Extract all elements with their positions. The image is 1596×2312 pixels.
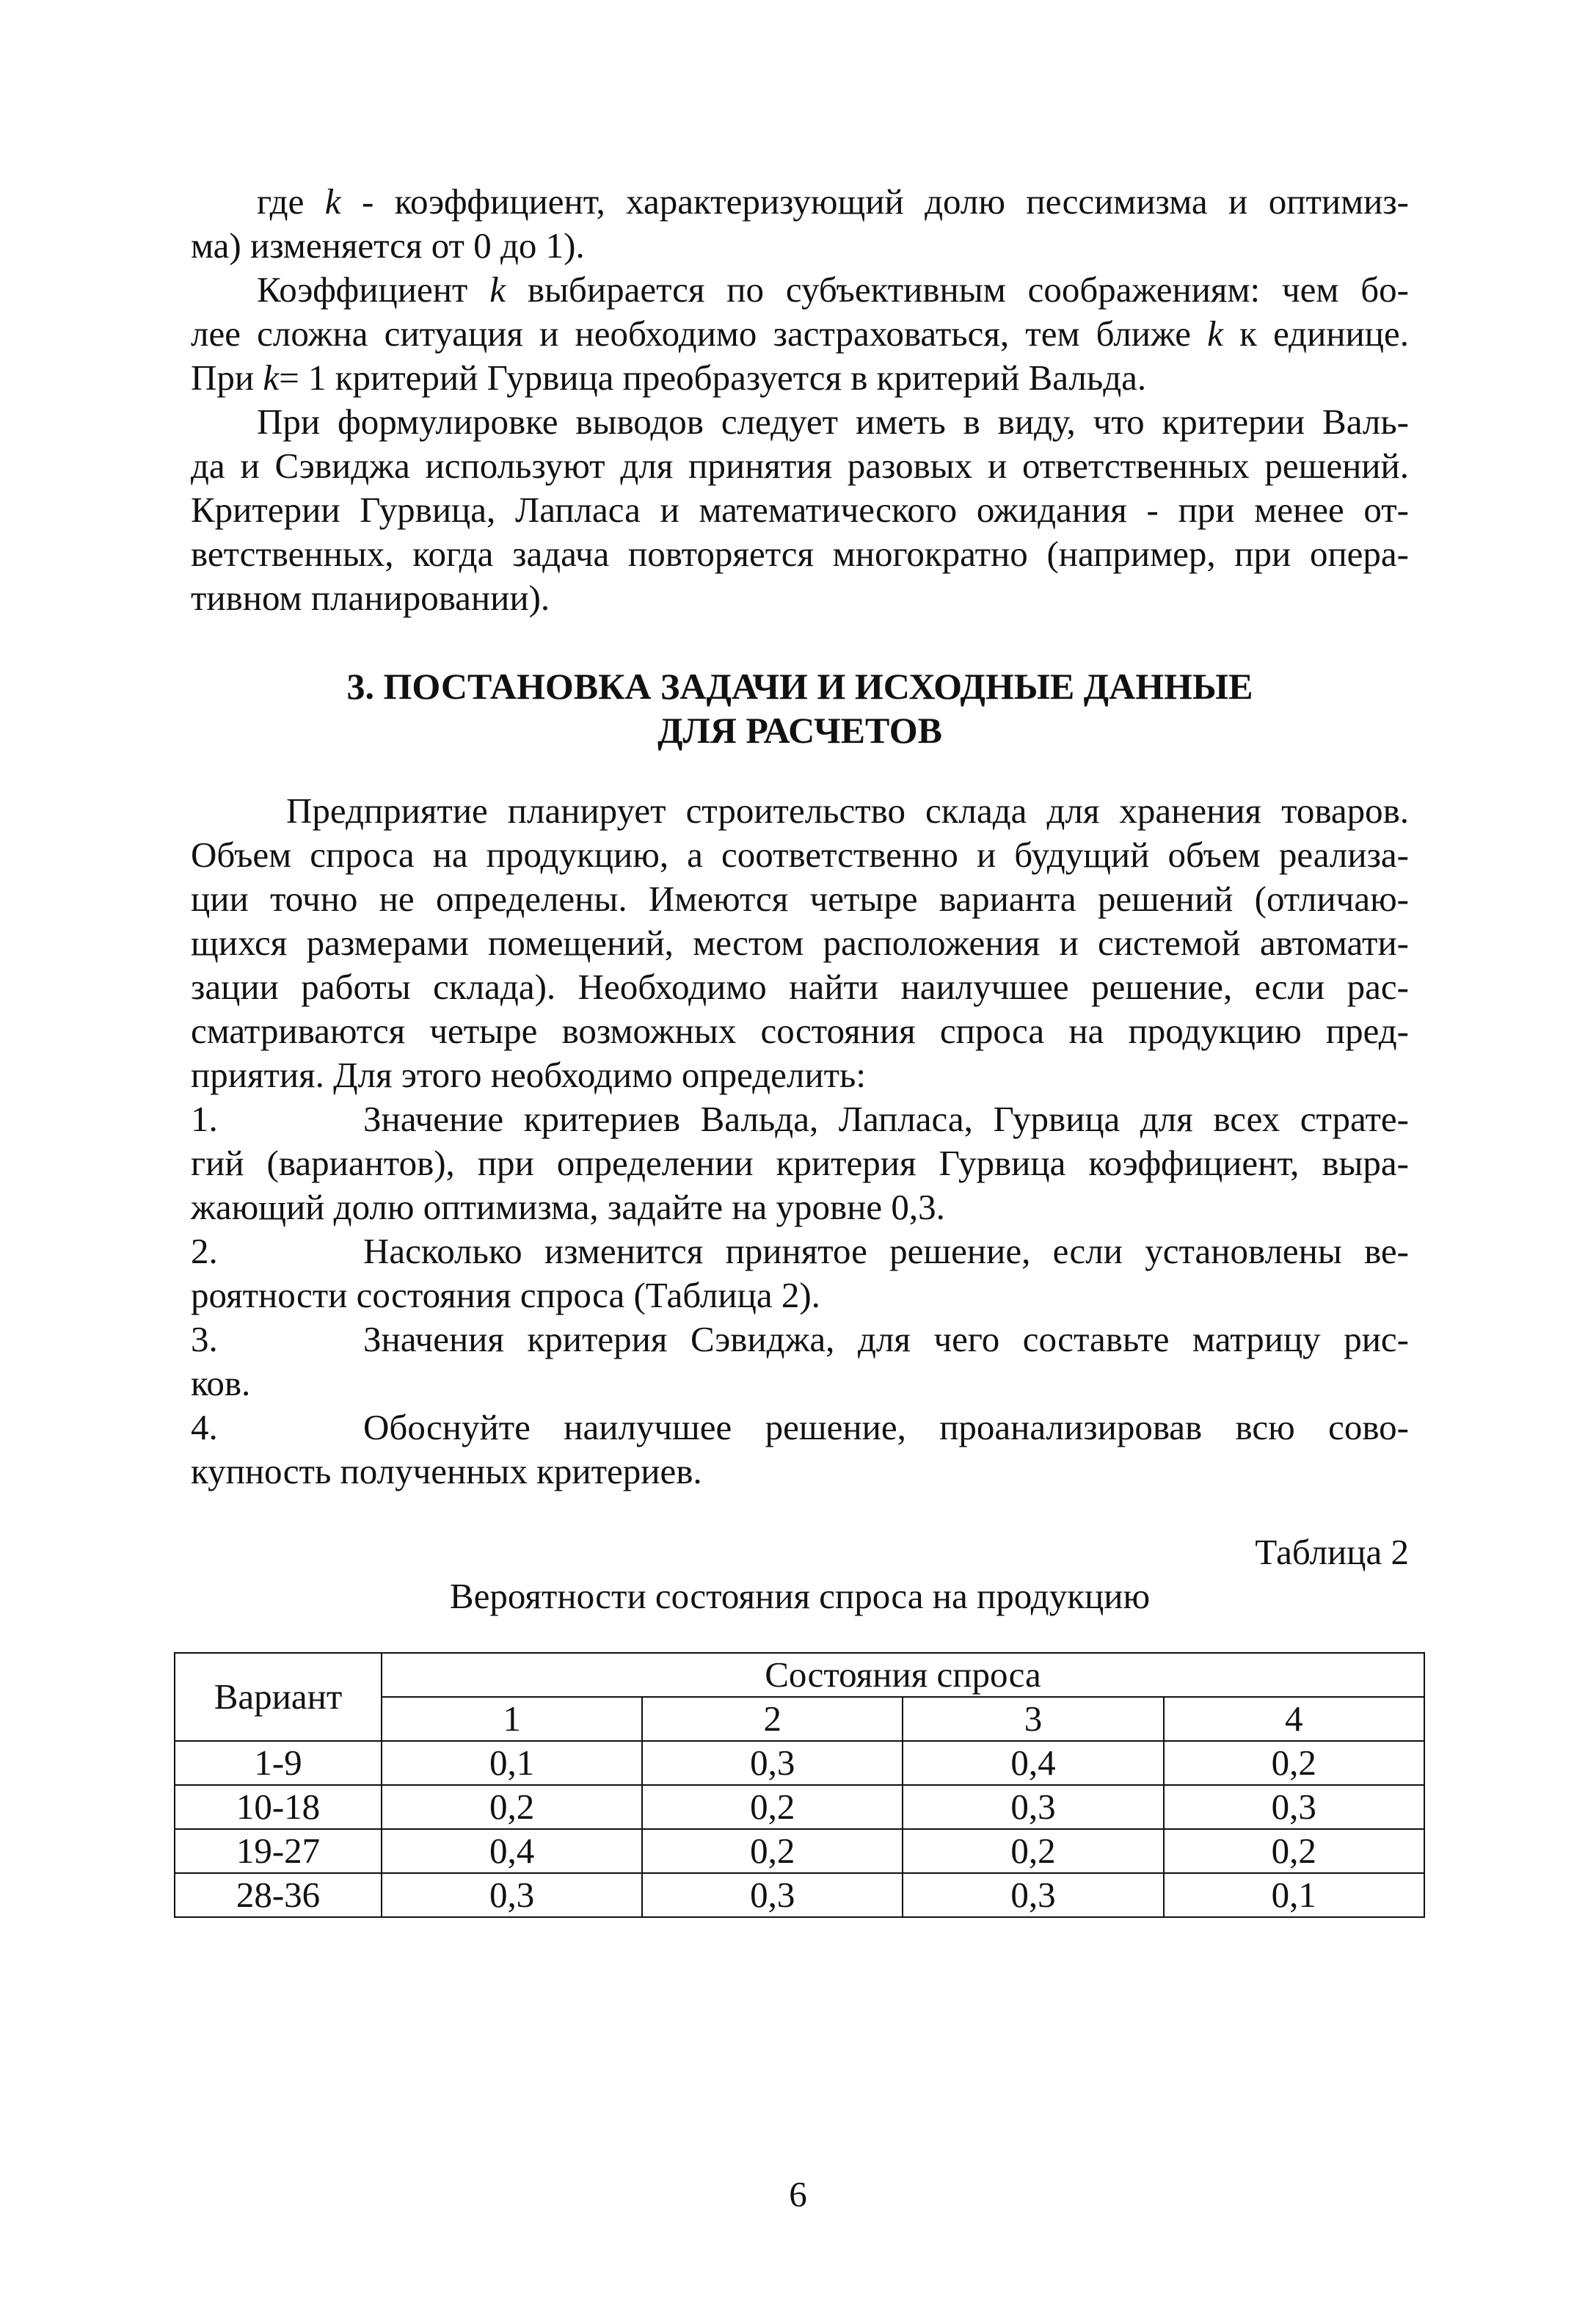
- text-line: зации работы склада). Необходимо найти наилучшее решение, если рас-: [191, 967, 1409, 1007]
- header-state-number: 2: [642, 1697, 903, 1741]
- text-line: лее сложна ситуация и необходимо застраховаться, тем ближе k к единице.: [191, 313, 1410, 354]
- cell-value: 0,2: [642, 1829, 903, 1873]
- header-variant: Вариант: [175, 1653, 382, 1741]
- list-item-4: [191, 1406, 1409, 1494]
- section-heading-line-1: 3. ПОСТАНОВКА ЗАДАЧИ И ИСХОДНЫЕ ДАННЫЕ: [346, 666, 1253, 707]
- table-row: [175, 1785, 1424, 1829]
- list-item-first-line: [191, 1229, 1409, 1273]
- table-header-row: [175, 1653, 1424, 1697]
- cell-value: 0,2: [903, 1829, 1163, 1873]
- list-item-2: [191, 1229, 1409, 1317]
- task-paragraph: [191, 789, 1409, 1097]
- cell-value: 0,3: [1164, 1785, 1424, 1829]
- text-line: роятности состояния спроса (Таблица 2).: [191, 1275, 820, 1315]
- table-row: [175, 1873, 1424, 1917]
- cell-value: 0,2: [1164, 1741, 1424, 1785]
- list-item-first-line: [191, 1097, 1409, 1141]
- text-line: При формулировке выводов следует иметь в виду, что критерии Валь-: [257, 401, 1409, 442]
- cell-value: 0,3: [642, 1741, 903, 1785]
- text-line: ков.: [191, 1363, 251, 1403]
- text-line: гий (вариантов), при определении критерия Гурвица коэффициент, выра-: [191, 1143, 1409, 1183]
- table-caption: Вероятности состояния спроса на продукцию: [449, 1576, 1151, 1616]
- list-number: 3.: [191, 1319, 218, 1359]
- cell-value: 0,3: [903, 1785, 1163, 1829]
- table-label: Таблица 2: [1255, 1532, 1409, 1572]
- text-line: купность полученных критериев.: [191, 1451, 702, 1491]
- text-line: Коэффициент k выбирается по субъективным соображениям: чем бо-: [257, 269, 1409, 310]
- list-number: 2.: [191, 1231, 218, 1271]
- text-line: где k - коэффициент, характеризующий долю пессимизма и оптимиз-: [257, 181, 1409, 222]
- list-number: 1.: [191, 1099, 218, 1139]
- text-line: При k= 1 критерий Гурвица преобразуется в критерий Вальда.: [191, 357, 1147, 398]
- cell-value: 0,2: [1164, 1829, 1424, 1873]
- list-item-first-line: [191, 1406, 1409, 1450]
- header-state-number: 3: [903, 1697, 1163, 1741]
- cell-variant: 10-18: [175, 1785, 382, 1829]
- table-row: [175, 1829, 1424, 1873]
- cell-value: 0,4: [903, 1741, 1163, 1785]
- list-item-text: Насколько изменится принятое решение, если установлены ве-: [363, 1231, 1409, 1271]
- text-line: жающий долю оптимизма, задайте на уровне 0,3.: [191, 1187, 945, 1227]
- cell-value: 0,3: [903, 1873, 1163, 1917]
- page-number: 6: [789, 2174, 807, 2214]
- cell-value: 0,3: [642, 1873, 903, 1917]
- text-line: щихся размерами помещений, местом расположения и системой автомати-: [191, 923, 1409, 963]
- section-heading-line-2: ДЛЯ РАСЧЕТОВ: [657, 710, 942, 751]
- header-states: Состояния спроса: [382, 1653, 1424, 1697]
- cell-value: 0,4: [382, 1829, 642, 1873]
- header-state-number: 1: [382, 1697, 642, 1741]
- text-line: Объем спроса на продукцию, а соответственно и будущий объем реализа-: [191, 835, 1409, 875]
- list-item-text: Значения критерия Сэвиджа, для чего составьте матрицу рис-: [363, 1319, 1409, 1359]
- cell-value: 0,1: [382, 1741, 642, 1785]
- list-item-first-line: [191, 1317, 1409, 1362]
- text-line: ма) изменяется от 0 до 1).: [191, 225, 585, 266]
- cell-value: 0,2: [642, 1785, 903, 1829]
- text-line: да и Сэвиджа используют для принятия разовых и ответственных решений.: [191, 446, 1409, 486]
- list-item-text: Значение критериев Вальда, Лапласа, Гурвица для всех страте-: [363, 1099, 1409, 1139]
- text-line: ветственных, когда задача повторяется многократно (например, при опера-: [191, 534, 1409, 574]
- text-line: тивном планировании).: [191, 578, 550, 618]
- text-line: Критерии Гурвица, Лапласа и математического ожидания - при менее от-: [191, 490, 1409, 530]
- list-item-3: [191, 1317, 1409, 1406]
- intro-paragraph-2: [191, 268, 1409, 400]
- text-line: ции точно не определены. Имеются четыре варианта решений (отличаю-: [191, 879, 1409, 919]
- probability-table: [174, 1652, 1425, 1918]
- intro-paragraph-1: [191, 180, 1409, 268]
- header-state-number: 4: [1164, 1697, 1424, 1741]
- table-row: [175, 1741, 1424, 1785]
- list-item-text: Обоснуйте наилучшее решение, проанализировав всю сово-: [363, 1407, 1409, 1447]
- text-line: Предприятие планирует строительство склада для хранения товаров.: [286, 790, 1409, 831]
- cell-variant: 28-36: [175, 1873, 382, 1917]
- intro-paragraph-3: [191, 400, 1409, 620]
- cell-value: 0,3: [382, 1873, 642, 1917]
- text-line: сматриваются четыре возможных состояния спроса на продукцию пред-: [191, 1011, 1409, 1051]
- text-line: приятия. Для этого необходимо определить:: [191, 1055, 866, 1095]
- list-number: 4.: [191, 1407, 218, 1447]
- cell-value: 0,1: [1164, 1873, 1424, 1917]
- section-heading: [191, 664, 1409, 752]
- cell-value: 0,2: [382, 1785, 642, 1829]
- list-item-1: [191, 1097, 1409, 1229]
- cell-variant: 19-27: [175, 1829, 382, 1873]
- cell-variant: 1-9: [175, 1741, 382, 1785]
